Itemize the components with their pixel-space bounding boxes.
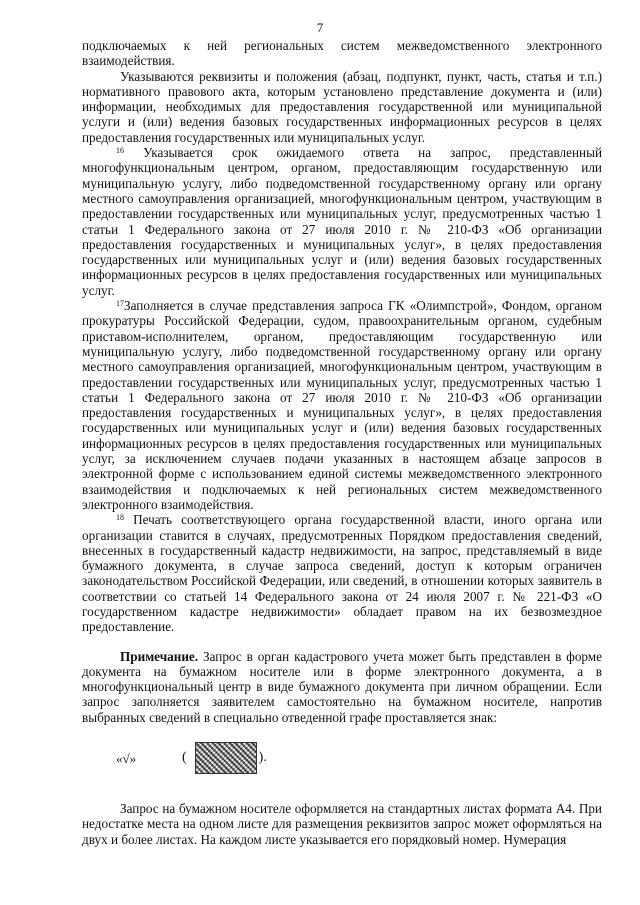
checkbox-stamp-image (195, 742, 257, 774)
footnote-18-marker: 18 (116, 513, 124, 523)
footnote-16-marker: 16 (116, 146, 124, 156)
paragraph-a4-format: Запрос на бумажном носителе оформляется на стандартных листах формата А4. При недостатке места на одном листе для размещения реквизитов запрос может оформляться на двух и более листах. На каждом листе указывается его порядковый номер. Нумерация (82, 801, 602, 847)
footnote-18 (82, 512, 602, 634)
footnote-16 (82, 145, 602, 298)
note-label: Примечание. (120, 648, 199, 664)
paren-close: ). (258, 750, 267, 766)
check-mark-example (82, 735, 602, 779)
footnote-18-text: Печать соответствующего органа государственной власти, иного органа или организации ставится в случаях, предусмотренных Порядком предоставления сведений, внесенных в государственный кадастр недвижимости, на запрос, представляемый в виде бумажного документа, в случае запроса сведений, доступ к которым ограничен законодательством Российской Федерации, или сведений, в отношении которых заявитель в соответствии со статьей 14 Федерального закона от 24 июля 2007 г. № 221-ФЗ «О государственном кадастре недвижимости» обладает правом на их безвозмездное предоставление. (82, 512, 602, 635)
check-mark-symbol: «√» (116, 751, 137, 767)
paren-open: ( (182, 750, 187, 766)
paragraph-requisites: Указываются реквизиты и положения (абзац, подпункт, пункт, часть, статья и т.п.) нормативного правового акта, которым установлено представление документа и (или) информации, необходимых для предоставления государственной или муниципальной услуги и (или) ведения базовых государственных информационных ресурсов в целях предоставления государственных или муниципальных услуг. (82, 68, 602, 145)
document-body (82, 38, 602, 847)
footnote-17 (82, 298, 602, 512)
footnote-17-text: Заполняется в случае представления запроса ГК «Олимпстрой», Фондом, органом прокуратуры Российской Федерации, судом, правоохранительным органом, судебным приставом-исполнителем, органом, предоставляющим государственную или муниципальную услугу, либо подведомственной государственному органу или органу местного самоуправления организацией, многофункциональным центром, участвующим в предоставлении государственных или муниципальных услуг, предусмотренных частью 1 статьи 1 Федерального закона от 27 июля 2010 г. № 210-ФЗ «Об организации предоставления государственных и муниципальных услуг», в целях предоставления государственных или муниципальных услуг и (или) ведения базовых государственных информационных ресурсов в целях предоставления государственных или муниципальных услуг, за исключением случаев подачи указанных в настоящем абзаце запросов в электронной форме с использованием единой системы межведомственного электронного взаимодействия и подключаемых к ней региональных систем межведомственного электронного взаимодействия. (82, 298, 602, 512)
mark-box-wrap (182, 742, 267, 774)
paragraph-continuation: подключаемых к ней региональных систем межведомственного электронного взаимодействия. (82, 38, 602, 69)
page-number: 7 (316, 20, 324, 35)
footnote-17-marker: 17 (116, 299, 124, 309)
note-paragraph (82, 649, 602, 725)
note-text: Запрос в орган кадастрового учета может быть представлен в форме документа на бумажном носителе или в форме электронного документа, а в многофункциональный центр в виде бумажного документа при личном обращении. Если запрос заполняется заявителем самостоятельно на бумажном носителе, напротив выбранных сведений в специально отведенной графе проставляется знак: (82, 648, 603, 725)
footnote-16-text: Указывается срок ожидаемого ответа на запрос, представленный многофункциональным центром, органом, предоставляющим государственную или муниципальную услугу, либо подведомственной государственному органу или органу местного самоуправления организацией, многофункциональным центром, участвующим в предоставлении государственных или муниципальных услуг, предусмотренных частью 1 статьи 1 Федерального закона от 27 июля 2010 г. № 210-ФЗ «Об организации предоставления государственных и муниципальных услуг», в целях предоставления государственных или муниципальных услуг и (или) ведения базовых государственных информационных ресурсов в целях предоставления государственных или муниципальных услуг. (82, 145, 603, 298)
